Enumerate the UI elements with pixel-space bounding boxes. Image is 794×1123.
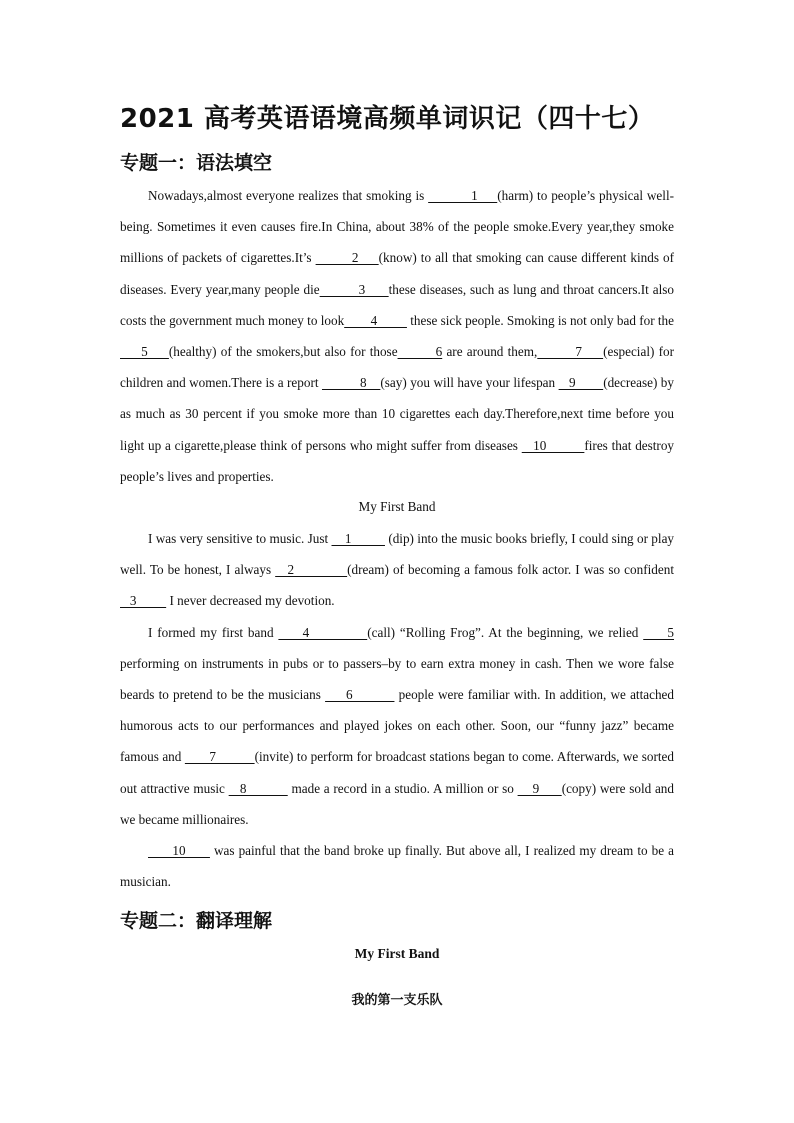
passage-text: these sick people. Smoking is not only bad for the xyxy=(406,312,675,328)
paragraph xyxy=(120,180,674,492)
section-heading-grammar: 专题一：语法填空 xyxy=(120,152,273,174)
passage-text: performing on instruments in pubs or to passers–by to earn extra money in cash. Then we wore false beards to pretend to be the musicians xyxy=(120,655,674,703)
passage-text: (harm) to people’s physical well-being. Sometimes it even causes fire.In China, about 38% of the people smoke.Every year,they smoke millions of packets of cigarettes.It’s xyxy=(120,188,675,266)
answer-blank: 4 xyxy=(278,624,368,640)
passage-text: I never decreased my devotion. xyxy=(166,593,335,609)
passage-text: (say) you will have your lifespan xyxy=(380,375,559,391)
answer-blank: 2 xyxy=(275,562,348,578)
passage-text: Nowadays,almost everyone realizes that smoking is xyxy=(148,188,429,203)
answer-blank: 10 xyxy=(148,843,210,859)
passage-band xyxy=(120,523,674,897)
passage-text: (know) to all that smoking can cause different kinds of diseases. Every year,many people die xyxy=(120,250,674,297)
answer-blank: 10 xyxy=(521,437,585,453)
passage-smoking xyxy=(120,180,674,492)
answer-blank: 5 xyxy=(643,624,675,640)
passage-text: are around them, xyxy=(442,344,538,360)
passage-text: (call) “Rolling Frog”. At the beginning, we relied xyxy=(367,624,644,640)
passage-text: (invite) to perform for broadcast stations began to come. Afterwards, we sorted out attractive music xyxy=(120,749,674,796)
passage-text: people were familiar with. In addition, we attached humorous acts to our performances and played jokes on each other. Soon, our “funny jazz” became famous and xyxy=(120,687,674,765)
paragraph xyxy=(120,523,674,617)
answer-blank: 5 xyxy=(120,344,169,360)
passage-text: I formed my first band xyxy=(148,624,279,640)
passage-text: made a record in a studio. A million or so xyxy=(287,780,518,796)
paragraph xyxy=(120,617,674,835)
translation-title-en: My First Band xyxy=(354,946,440,961)
passage-text: (healthy) of the smokers,but also for those xyxy=(168,344,398,360)
answer-blank: 3 xyxy=(319,281,389,297)
answer-blank: 1 xyxy=(331,531,385,546)
section-heading-translation: 专题二：翻译理解 xyxy=(120,910,273,932)
answer-blank: 3 xyxy=(120,593,167,609)
passage-text: I was very sensitive to music. Just xyxy=(148,531,332,546)
answer-blank: 8 xyxy=(321,375,381,391)
passage-title: My First Band xyxy=(358,499,436,514)
passage-text: was painful that the band broke up finally. But above all, I realized my dream to be a musician. xyxy=(120,843,674,890)
passage-text: fires that destroy people’s lives and properties. xyxy=(120,437,675,484)
passage-text: (copy) were sold and we became millionaires. xyxy=(120,780,674,827)
answer-blank: 7 xyxy=(537,344,604,360)
page-title: 2021 高考英语语境高频单词识记（四十七） xyxy=(120,104,655,134)
answer-blank: 6 xyxy=(325,687,395,703)
passage-text: (dip) into the music books briefly, I could sing or play well. To be honest, I always xyxy=(120,531,675,578)
translation-title-cn: 我的第一支乐队 xyxy=(351,993,443,1008)
passage-text: (dream) of becoming a famous folk actor. I was so confident xyxy=(347,562,674,578)
paragraph xyxy=(120,835,674,897)
answer-blank: 2 xyxy=(315,250,379,266)
answer-blank: 8 xyxy=(228,780,288,796)
passage-text: (especial) for children and women.There is a report xyxy=(120,344,674,391)
answer-blank: 7 xyxy=(184,749,255,765)
passage-text: these diseases, such as lung and throat cancers.It also costs the government much money to look xyxy=(120,281,674,328)
answer-blank: 4 xyxy=(344,312,407,328)
answer-blank: 6 xyxy=(397,344,443,360)
passage-text: (decrease) by as much as 30 percent if you smoke more than 10 cigarettes each day.Therefore,next time before you light up a cigarette,please think of persons who might suffer from diseases xyxy=(120,375,674,453)
answer-blank: 9 xyxy=(517,780,562,796)
answer-blank: 9 xyxy=(558,375,604,391)
answer-blank: 1 xyxy=(428,188,498,203)
